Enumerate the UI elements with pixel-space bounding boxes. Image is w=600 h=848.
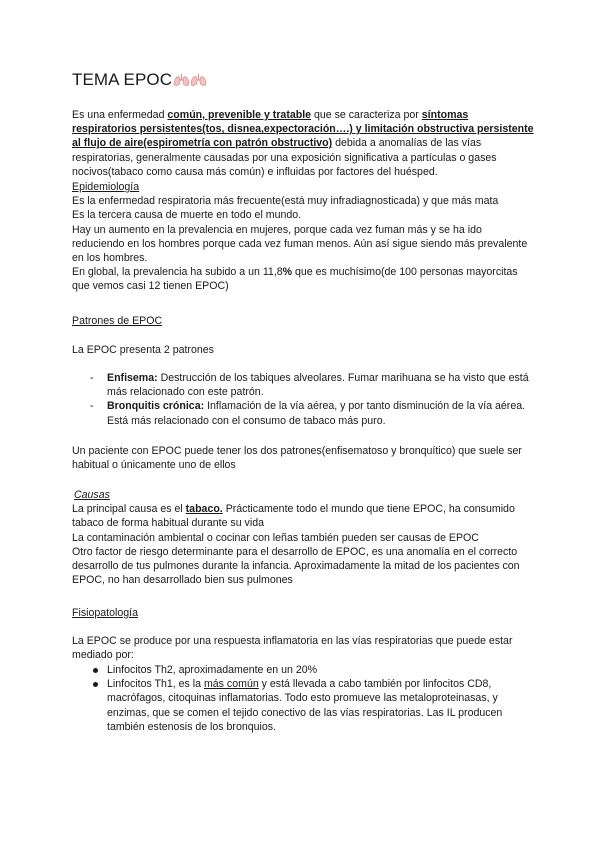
paragraph: Un paciente con EPOC puede tener los dos patrones(enfisematoso y bronquítico) que suele ser habitual o únicamente uno de ellos xyxy=(72,445,522,472)
intro-text: que se caracteriza por xyxy=(311,109,422,121)
title-text: TEMA EPOC xyxy=(72,70,173,89)
paragraph: Es la tercera causa de muerte en todo el mundo. xyxy=(72,209,302,222)
intro-text: debida a anomalías de las vías respiratorias, generalmente causadas por una exposición significativa a partículas o gases nocivos(tabaco como causa más común) e influidas por factores del huésped. xyxy=(72,137,497,178)
list-item: - Enfisema: Destrucción de los tabiques alveolares. Fumar marihuana se ha visto que está más relacionado con este patrón. xyxy=(90,372,529,399)
bullet-dash: - xyxy=(90,400,94,413)
section-heading: Patrones de EPOC xyxy=(72,315,163,327)
paragraph: Otro factor de riesgo determinante para el desarrollo de EPOC, es una anomalía en el correcto desarrollo de tus pulmones durante la infancia. Aproximadamente la mitad de los pacientes con EPOC, no han desarrollado bien sus pulmones xyxy=(72,545,520,587)
paragraph: La EPOC presenta 2 patrones xyxy=(72,344,214,356)
lungs-icon xyxy=(173,73,190,87)
list-item: - Bronquitis crónica: Inflamación de la vía aérea, y por tanto disminución de la vía aérea. Está más relacionado con el consumo de tabaco más puro. xyxy=(90,400,526,427)
lungs-icons xyxy=(173,73,207,87)
page-title xyxy=(72,70,207,90)
causas-section xyxy=(72,488,534,587)
bullet-dot xyxy=(93,682,98,687)
paragraph: Hay un aumento en la prevalencia en mujeres, porque cada vez fuman más y se ha ido reduciendo en los hombres porque cada vez fuman menos. Aún así sigue siendo más prevalente en los hombres. xyxy=(72,223,528,265)
paragraph: La EPOC se produce por una respuesta inflamatoria en las vías respiratorias que puede estar mediado por: xyxy=(72,635,513,662)
paragraph: La contaminación ambiental o cocinar con leñas también pueden ser causas de EPOC xyxy=(72,531,479,544)
section-heading: Causas xyxy=(74,489,110,501)
patrones-list xyxy=(90,371,530,428)
intro-emphasis: síntomas respiratorios persistentes(tos, disnea,expectoración….) y limitación obstructiva persistente al flujo de aire(espirometría con patrón obstructivo) xyxy=(72,109,534,150)
lungs-icon xyxy=(190,73,207,87)
intro-paragraph xyxy=(72,108,534,179)
fisiopatologia-list xyxy=(90,663,530,734)
section-heading: Fisiopatología xyxy=(72,607,138,619)
intro-emphasis: común, prevenible y tratable xyxy=(167,109,312,121)
paragraph: Es la enfermedad respiratoria más frecuente(está muy infradiagnosticada) y que más mata xyxy=(72,195,499,208)
paragraph: En global, la prevalencia ha subido a un 11,8% que es muchísimo(de 100 personas mayorcitas que vemos casi 12 tienen EPOC) xyxy=(72,266,518,293)
intro-text: Es una enfermedad xyxy=(72,109,168,121)
epidemiologia-section xyxy=(72,180,534,294)
paragraph: La principal causa es el tabaco. Prácticamente todo el mundo que tiene EPOC, ha consumido tabaco de forma habitual durante su vida xyxy=(72,503,515,530)
list-item: Linfocitos Th1, es la más común y está llevada a cabo también por linfocitos CD8, macrófagos, citoquinas inflamatorias. Todo esto promueve las metaloproteinasas, y enzimas, que se comen el tejido conectivo de las vías respiratorias. Las IL producen también estenosis de los bronquios. xyxy=(90,677,530,734)
list-item: Linfocitos Th2, aproximadamente en un 20% xyxy=(90,663,530,677)
bullet-dot xyxy=(93,668,98,673)
section-heading: Epidemiología xyxy=(72,181,140,193)
bullet-dash: - xyxy=(90,372,94,384)
